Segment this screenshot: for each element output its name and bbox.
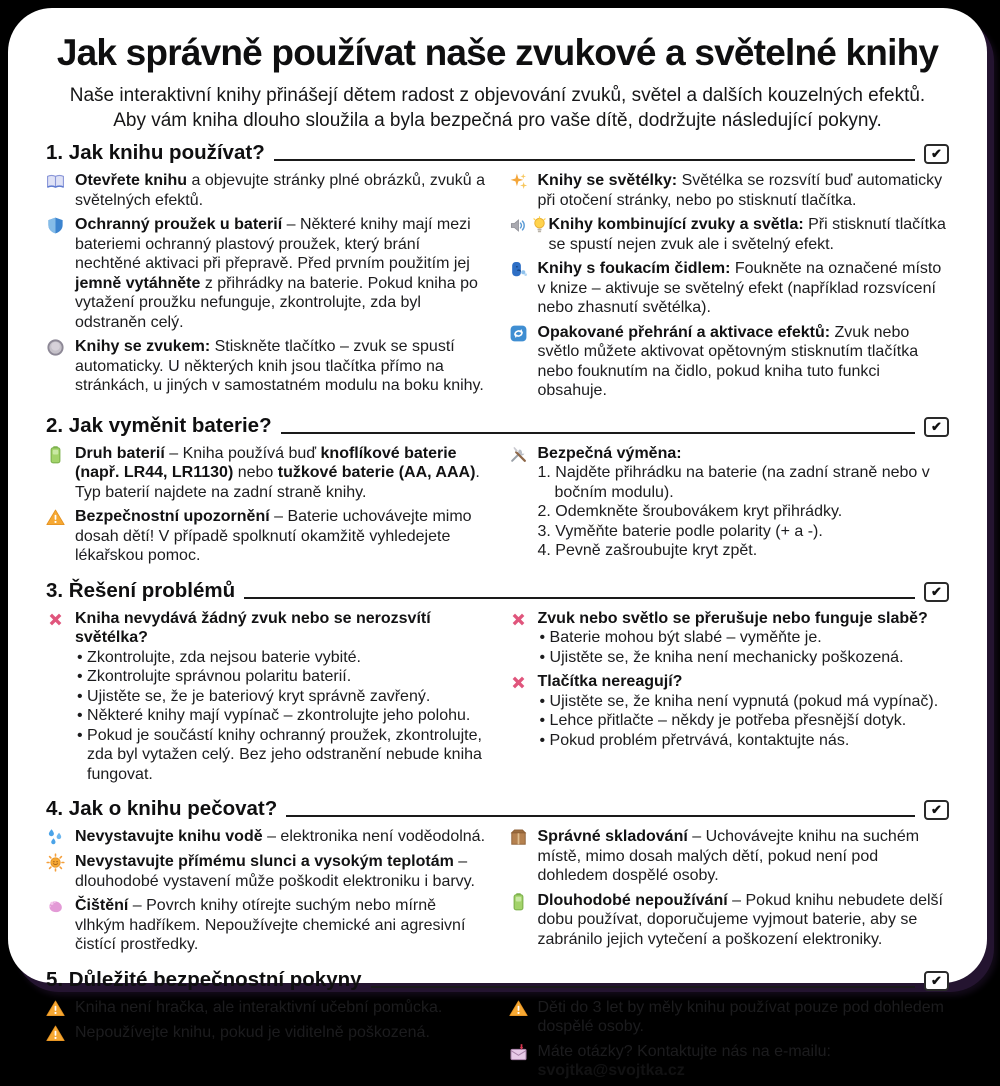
item-text-run: . Typ baterií najdete na zadní straně knihy.: [75, 464, 480, 501]
cross-icon: [46, 610, 65, 785]
section-header: [46, 797, 949, 821]
section-header: [46, 579, 949, 603]
item-icons: [509, 323, 538, 401]
item-text: [538, 891, 950, 950]
checked-checkbox-icon: ✔: [924, 417, 949, 437]
battery-icon: [46, 445, 65, 503]
section-header: [46, 141, 949, 165]
item-text-run: Nepoužívejte knihu, pokud je viditelně poškozená.: [75, 1023, 430, 1041]
item-text-run: Děti do 3 let by měly knihu používat pouze pod dohledem dospělé osoby.: [537, 998, 944, 1035]
instruction-item: [509, 827, 950, 886]
item-text: [538, 171, 950, 210]
instruction-item: [509, 323, 950, 401]
item-text-bold: Druh baterií: [75, 444, 165, 462]
item-text-bold: Bezpečná výměna:: [537, 444, 682, 462]
instruction-item: [46, 171, 487, 210]
checked-checkbox-icon: ✔: [924, 800, 949, 820]
item-text: [75, 852, 487, 891]
bullet-line: • Baterie mohou být slabé – vyměňte je.: [538, 628, 950, 648]
instruction-item: [509, 672, 950, 750]
item-text-bold: Knihy s foukacím čidlem:: [537, 260, 731, 277]
instruction-item: [46, 444, 487, 503]
item-icons: [46, 171, 75, 210]
item-text-bold: Bezpečnostní upozornění: [75, 508, 270, 525]
warning-icon: [46, 1024, 65, 1043]
instruction-item: [46, 827, 487, 847]
sparkles-icon: [509, 172, 528, 210]
section-2: [46, 414, 949, 571]
item-icons: [509, 171, 538, 210]
item-text-run: Při stisknutí tlačítka se spustí nejen zvuk ale i světelný efekt.: [548, 216, 946, 253]
item-paragraph: [75, 609, 487, 648]
column-left: [46, 171, 487, 406]
speaker-icon: [509, 216, 528, 254]
item-paragraph: [538, 609, 950, 629]
section-title: 2. Jak vyměnit baterie?: [46, 413, 272, 437]
warning-icon: [46, 508, 65, 566]
section-header: [46, 414, 949, 438]
item-icons: [46, 215, 75, 332]
warning-icon: [509, 999, 528, 1037]
column-left: [46, 998, 487, 1086]
cross-icon: [509, 673, 528, 750]
bullet-line: • Ujistěte se, že je bateriový kryt správně zavřený.: [75, 687, 487, 707]
bullet-line: • Některé knihy mají vypínač – zkontrolujte jeho polohu.: [75, 706, 487, 726]
column-right: [509, 827, 950, 960]
section-header: [46, 968, 949, 992]
item-icons: [46, 896, 75, 955]
instruction-item: [509, 609, 950, 668]
item-paragraph: [75, 507, 487, 566]
bullet-line: • Ujistěte se, že kniha není mechanicky poškozená.: [538, 648, 950, 668]
item-icons: [509, 672, 538, 750]
instruction-item: [46, 896, 487, 955]
item-text: [75, 609, 487, 785]
column-left: [46, 609, 487, 790]
section-1: [46, 141, 949, 406]
item-icons: [46, 337, 75, 396]
item-text: [75, 1023, 487, 1043]
item-text-bold: Tlačítka nereagují?: [537, 673, 683, 690]
instruction-item: [509, 998, 950, 1037]
column-right: [509, 171, 950, 406]
soap-icon: [46, 897, 65, 955]
item-text-run: Máte otázky? Kontaktujte nás na e-mailu:: [537, 1042, 831, 1060]
bullet-line: • Pokud je součástí knihy ochranný proužek, zkontrolujte, zda byl vytažen celý. Bez jeho odstranění nebude kniha fungovat.: [75, 726, 487, 785]
section-columns: [46, 827, 949, 960]
item-text: [75, 827, 487, 847]
item-text-bold: Kniha nevydává žádný zvuk nebo se nerozsvítí světélka?: [75, 609, 431, 646]
item-icons: [46, 998, 75, 1018]
item-text-bold: Otevřete knihu: [75, 172, 188, 189]
item-text: [538, 827, 950, 886]
section-columns: [46, 171, 949, 406]
item-text: [538, 998, 950, 1037]
item-text: [75, 215, 487, 332]
page-title: Jak správně používat naše zvukové a světelné knihy: [56, 32, 939, 73]
item-paragraph: [75, 827, 487, 847]
item-text: [538, 609, 950, 668]
item-paragraph: [538, 1042, 950, 1081]
item-icons: [509, 259, 538, 318]
item-text-run: – Povrch knihy otírejte suchým nebo mírně vlhkým hadříkem. Nepoužívejte chemické ani agresivní čistící prostředky.: [75, 897, 466, 953]
item-text-run: Stiskněte tlačítko – zvuk se spustí automaticky. U některých knih jsou tlačítka přímo na stránkách, u jiných v samostatném modulu na boku knihy.: [75, 338, 484, 394]
item-icons: [509, 827, 538, 886]
item-text-bold: Správné skladování: [537, 828, 688, 845]
repeat-icon: [509, 324, 528, 401]
item-text: [75, 507, 487, 566]
item-icons: [46, 609, 75, 785]
item-text: [538, 1042, 950, 1081]
item-icons: [509, 444, 538, 561]
water-drops-icon: [46, 828, 65, 847]
item-icons: [46, 827, 75, 847]
item-paragraph: [75, 896, 487, 955]
item-paragraph: [538, 323, 950, 401]
numbered-line: 4. Pevně zašroubujte kryt zpět.: [537, 542, 758, 559]
item-paragraph: [75, 215, 487, 332]
item-icons: [509, 215, 549, 254]
section-columns: [46, 609, 949, 790]
section-rule: [274, 159, 915, 161]
instruction-item: [46, 852, 487, 891]
item-text-run: z přihrádky na baterie. Pokud kniha po vytažení proužku nefunguje, zkontrolujte, zda byl odstraněn celý.: [75, 274, 478, 331]
mail-icon: [509, 1043, 528, 1081]
item-icons: [46, 507, 75, 566]
numbered-line: 1. Najděte přihrádku na baterie (na zadní straně nebo v bočním modulu).: [537, 464, 930, 501]
item-text: [538, 672, 950, 750]
cross-icon: [509, 610, 528, 668]
section-title: 1. Jak knihu používat?: [46, 141, 265, 164]
section-5: [46, 968, 949, 1086]
tools-icon: [509, 445, 528, 561]
item-text-bold: Opakované přehrání a aktivace efektů:: [537, 323, 831, 341]
numbered-line: 3. Vyměňte baterie podle polarity (+ a -).: [537, 522, 823, 540]
intro-line-1: Naše interaktivní knihy přinášejí dětem radost z objevování zvuků, světel a dalších kouzelných efektů.: [69, 85, 926, 106]
item-paragraph: [75, 852, 487, 891]
bullet-line: • Lehce přitlačte – někdy je potřeba přesnější dotyk.: [538, 711, 950, 731]
section-rule: [371, 986, 915, 988]
item-paragraph: [538, 827, 950, 886]
instruction-item: [509, 171, 950, 210]
item-text-run: Zvuk nebo světlo můžete aktivovat opětovným stisknutím tlačítka nebo fouknutím na čidlo, pokud kniha tuto funkci obsahuje.: [537, 323, 919, 399]
item-text-bold: knoflíkové baterie (např. LR44, LR1130): [75, 444, 457, 481]
intro-line-2: Aby vám kniha dlouho sloužila a byla bezpečná pro vaše dítě, dodržujte následující pokyny.: [113, 110, 882, 131]
instruction-item: [509, 259, 950, 318]
column-right: [509, 609, 950, 790]
item-text-run: Foukněte na označené místo v knize – aktivuje se světelný efekt (například rozsvícení nebo zhasnutí světélka).: [537, 260, 942, 316]
bullet-line: • Ujistěte se, že kniha není vypnutá (pokud má vypínač).: [538, 692, 950, 712]
bullet-line: • Pokud problém přetrvává, kontaktujte nás.: [538, 731, 950, 751]
item-text-bold: svojtka@svojtka.cz: [537, 1062, 685, 1079]
item-paragraph: [75, 998, 487, 1018]
item-text-run: – Kniha používá buď: [164, 444, 321, 462]
item-text-bold: Nevystavujte přímému slunci a vysokým teplotám: [75, 853, 454, 870]
item-text-run: – Pokud knihu nebudete delší dobu používat, doporučujeme vyjmout baterie, aby se zabránilo jejich vytečení a poškození elektroniky.: [537, 891, 943, 948]
lightbulb-icon: [530, 216, 549, 254]
instruction-item: [46, 1023, 487, 1043]
item-text-bold: Dlouhodobé nepoužívání: [537, 891, 728, 909]
item-text-run: – dlouhodobé vystavení může poškodit elektroniku i barvy.: [75, 853, 475, 890]
item-icons: [509, 998, 538, 1037]
item-paragraph: [538, 444, 950, 464]
section-title: 3. Řešení problémů: [46, 578, 236, 602]
section-title: 5. Důležité bezpečnostní pokyny: [46, 967, 362, 991]
item-text-run: – Uchovávejte knihu na suchém místě, mimo dosah malých dětí, pokud není pod dohledem dospělé osoby.: [537, 828, 920, 884]
item-text: [538, 444, 950, 561]
package-icon: [509, 828, 528, 886]
item-icons: [509, 891, 538, 950]
instruction-item: [46, 215, 487, 332]
item-text-run: a objevujte stránky plné obrázků, zvuků a světelných efektů.: [75, 172, 485, 209]
instruction-item: [46, 337, 487, 396]
item-text-bold: Knihy se světélky:: [537, 172, 678, 189]
item-text: [538, 259, 950, 318]
item-text-run: – Některé knihy mají mezi bateriemi ochranný plastový proužek, který brání nechtěné aktivaci při přepravě. Před prvním použitím jej: [75, 216, 471, 272]
item-paragraph: [538, 259, 950, 318]
item-text-bold: Zvuk nebo světlo se přerušuje nebo funguje slabě?: [537, 609, 928, 627]
shield-icon: [46, 216, 65, 332]
item-icons: [509, 1042, 538, 1081]
item-icons: [46, 444, 75, 503]
item-paragraph: [75, 444, 487, 503]
item-text: [538, 323, 950, 401]
section-rule: [286, 815, 915, 817]
item-text-bold: jemně vytáhněte: [75, 274, 201, 292]
page-header: [46, 32, 949, 133]
item-text-bold: Knihy kombinující zvuky a světla:: [548, 216, 804, 233]
round-button-icon: [46, 338, 65, 396]
item-text-bold: Nevystavujte knihu vodě: [75, 828, 263, 845]
item-paragraph: [538, 171, 950, 210]
item-text-run: Kniha není hračka, ale interaktivní učební pomůcka.: [75, 998, 443, 1016]
instruction-item: [46, 609, 487, 785]
section-rule: [244, 597, 915, 599]
item-paragraph: [538, 891, 950, 950]
open-book-icon: [46, 172, 65, 210]
section-3: [46, 579, 949, 790]
item-icons: [509, 609, 538, 668]
item-paragraph: [75, 337, 487, 396]
item-icons: [46, 852, 75, 891]
bullet-line: • Zkontrolujte správnou polaritu baterií.: [75, 667, 487, 687]
section-rule: [281, 432, 915, 434]
item-text-bold: Čištění: [75, 897, 129, 914]
checked-checkbox-icon: ✔: [924, 582, 949, 602]
warning-icon: [46, 999, 65, 1018]
item-paragraph: [538, 672, 950, 692]
item-text-bold: Knihy se zvukem:: [75, 338, 211, 355]
column-left: [46, 827, 487, 960]
item-paragraph: [75, 171, 487, 210]
item-text: [75, 998, 487, 1018]
item-text-bold: Ochranný proužek u baterií: [75, 216, 283, 233]
item-text-run: – Baterie uchovávejte mimo dosah dětí! V případě spolknutí okamžitě vyhledejete lékařskou pomoc.: [75, 508, 472, 564]
intro-text: [46, 83, 949, 133]
item-paragraph: [75, 1023, 487, 1043]
sections-container: [46, 141, 949, 1086]
blowing-face-icon: [509, 260, 528, 318]
battery-icon: [509, 892, 528, 950]
instruction-item: [509, 215, 950, 254]
instruction-item: [46, 507, 487, 566]
checked-checkbox-icon: ✔: [924, 144, 949, 164]
instruction-item: [509, 1042, 950, 1081]
item-text: [75, 171, 487, 210]
column-left: [46, 444, 487, 571]
instruction-item: [509, 444, 950, 561]
item-paragraph: [549, 215, 950, 254]
instruction-item: [509, 891, 950, 950]
instruction-sheet: [8, 8, 987, 1079]
item-text: [75, 896, 487, 955]
item-icons: [46, 1023, 75, 1043]
section-4: [46, 797, 949, 960]
numbered-line: 2. Odemkněte šroubovákem kryt přihrádky.: [537, 503, 843, 520]
item-text: [75, 337, 487, 396]
item-text: [549, 215, 950, 254]
sun-icon: [46, 853, 65, 891]
item-text-run: nebo: [233, 464, 278, 481]
item-text: [75, 444, 487, 503]
item-paragraph: [538, 998, 950, 1037]
item-text-run: Světélka se rozsvítí buď automaticky při otočení stránky, nebo po stisknutí tlačítka.: [537, 172, 943, 209]
section-title: 4. Jak o knihu pečovat?: [46, 797, 278, 820]
item-text-run: – elektronika není voděodolná.: [262, 828, 486, 845]
column-right: [509, 444, 950, 571]
section-columns: [46, 998, 949, 1086]
instruction-item: [46, 998, 487, 1018]
item-text-bold: tužkové baterie (AA, AAA): [277, 464, 476, 481]
section-columns: [46, 444, 949, 571]
checked-checkbox-icon: ✔: [924, 971, 949, 991]
column-right: [509, 998, 950, 1086]
bullet-line: • Zkontrolujte, zda nejsou baterie vybité.: [75, 648, 487, 668]
